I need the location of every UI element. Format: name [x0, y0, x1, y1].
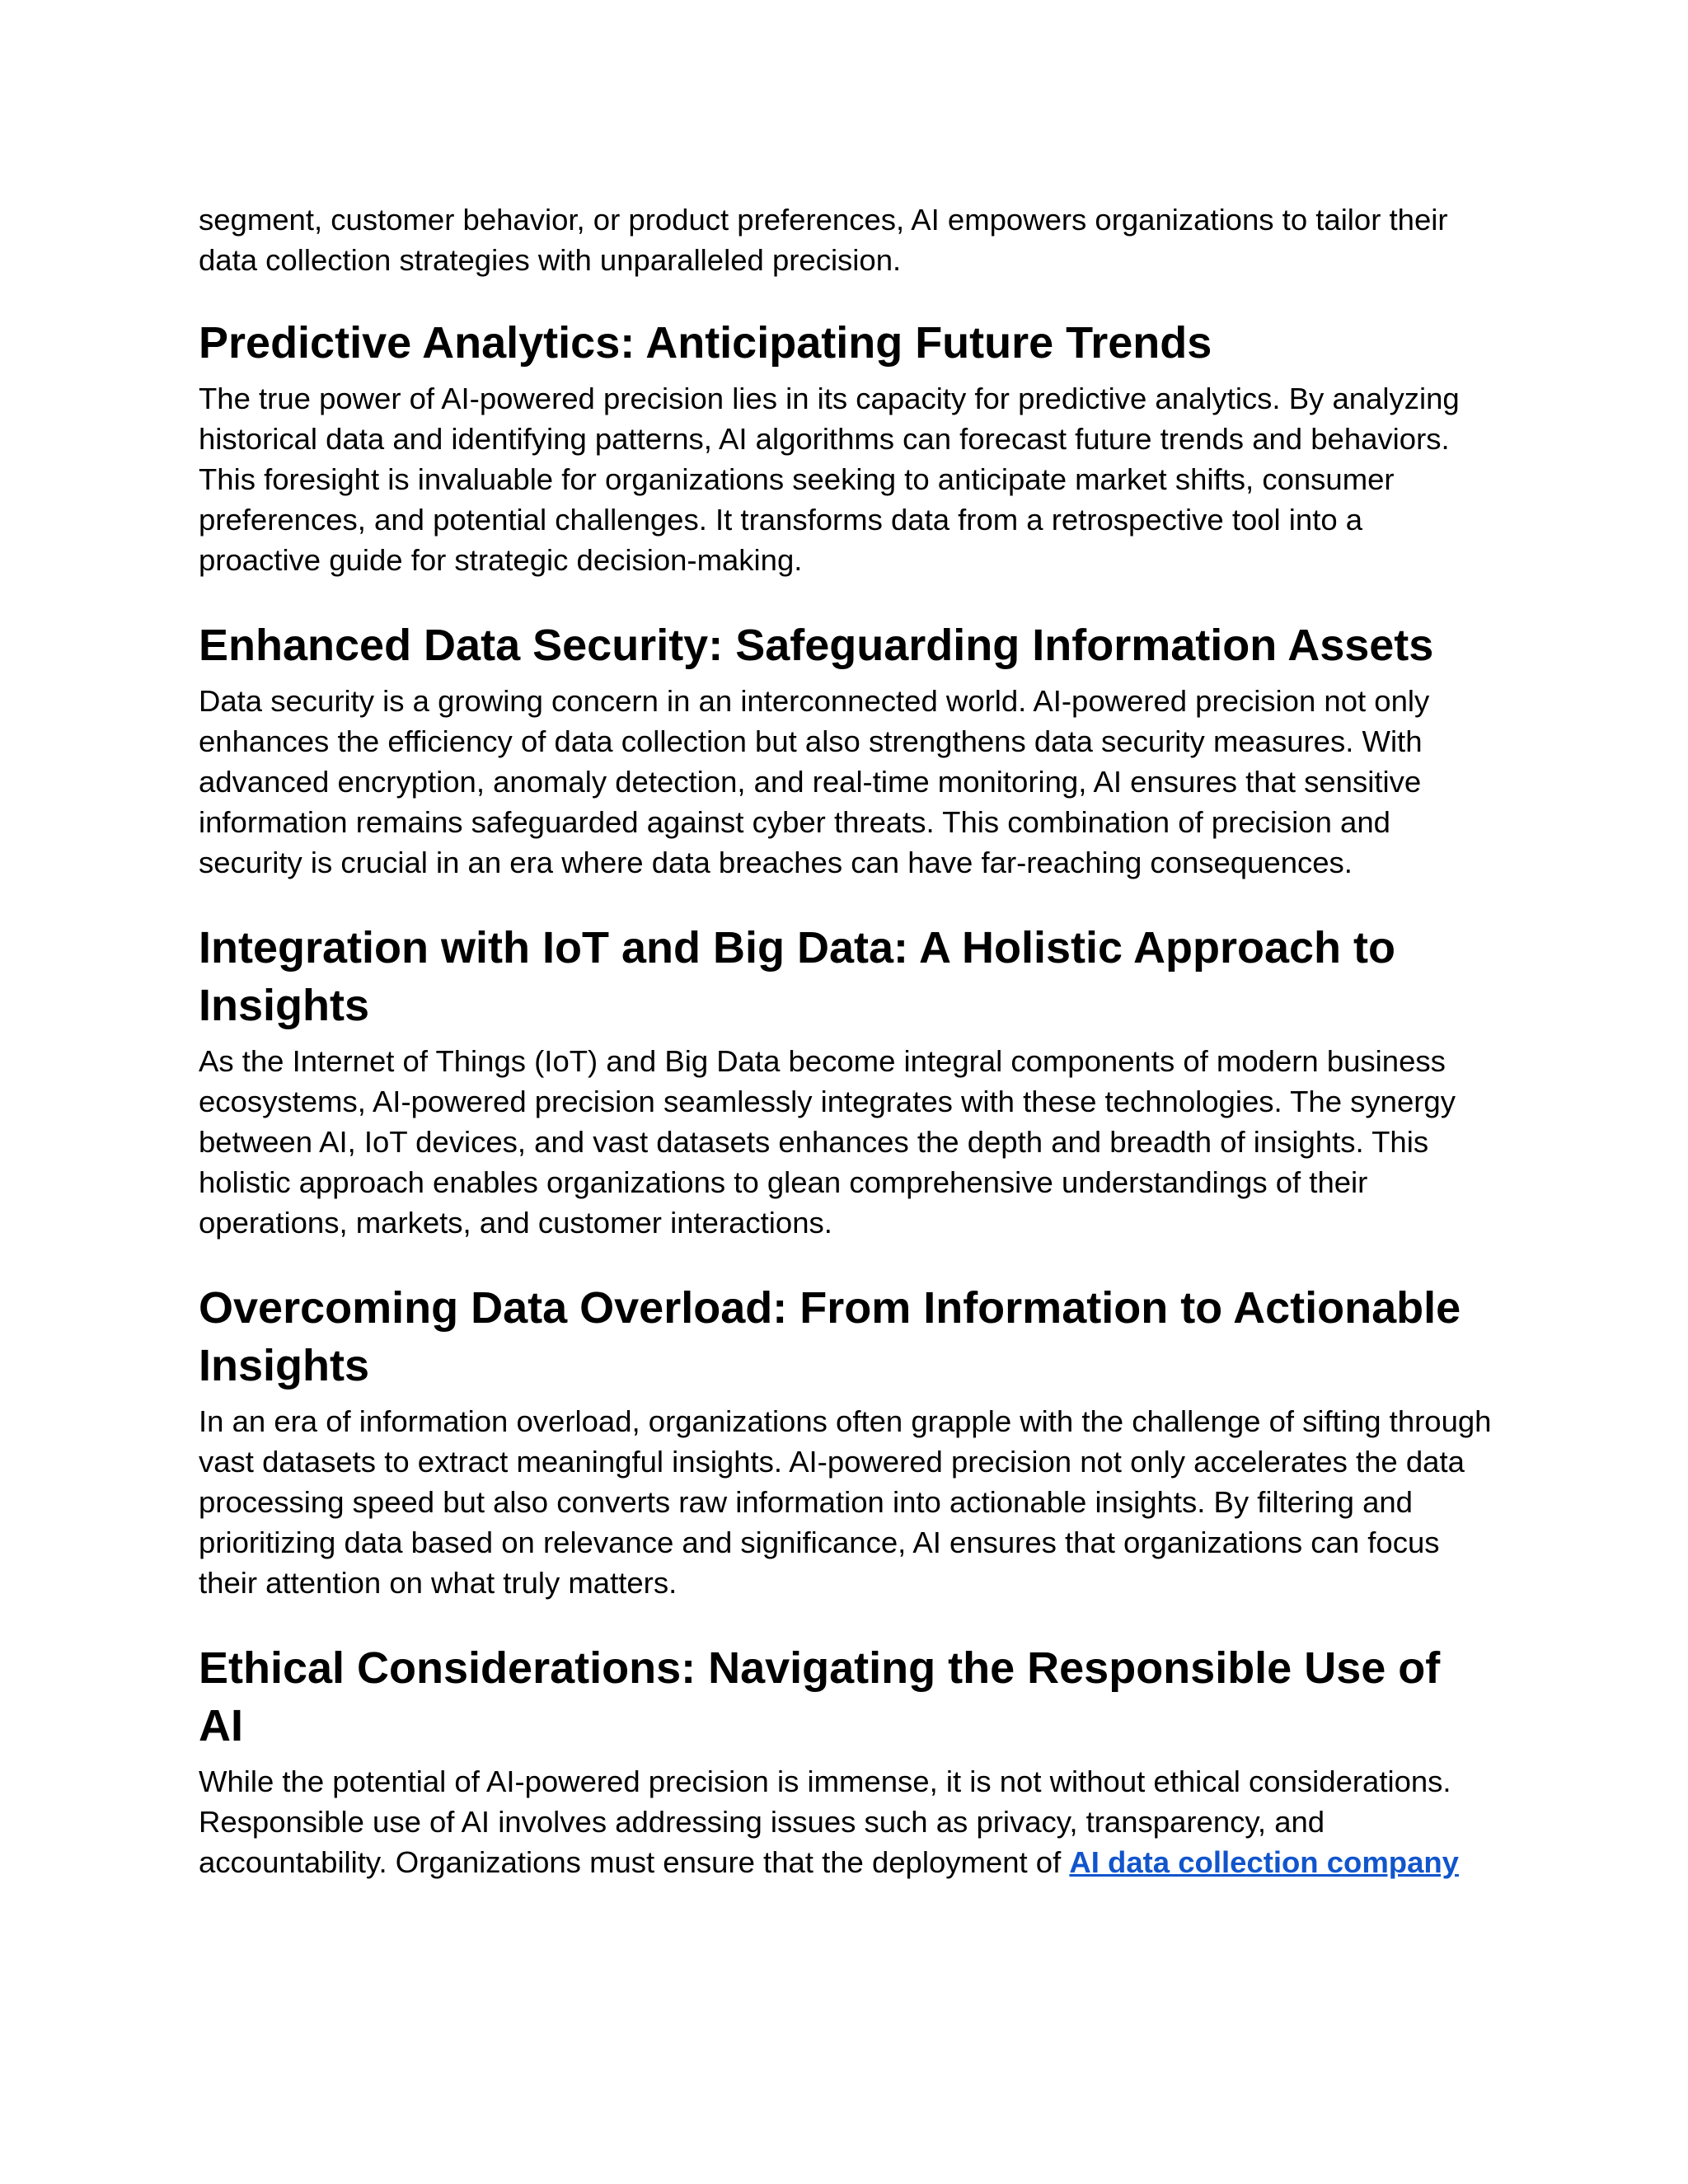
section-ethical-considerations [199, 1639, 1493, 1882]
section-heading: Overcoming Data Overload: From Information to Actionable Insights [199, 1283, 1461, 1390]
section-heading: Ethical Considerations: Navigating the Responsible Use of AI [199, 1643, 1441, 1750]
section-data-overload [199, 1279, 1493, 1603]
ai-data-collection-company-link[interactable]: AI data collection company [1069, 1845, 1459, 1879]
section-paragraph: Data security is a growing concern in an interconnected world. AI-powered precision not only enhances the efficiency of data collection but also strengthens data security measures. With advanced encryption, anomaly detection, and real-time monitoring, AI ensures that sensitive information remains safeguarded against cyber threats. This combination of precision and security is crucial in an era where data breaches can have far-reaching consequences. [199, 684, 1430, 879]
section-paragraph: As the Internet of Things (IoT) and Big Data become integral components of modern business ecosystems, AI-powered precision seamlessly integrates with these technologies. The synergy between AI, IoT devices, and vast datasets enhances the depth and breadth of insights. This holistic approach enables organizations to glean comprehensive understandings of their operations, markets, and customer interactions. [199, 1044, 1456, 1240]
section-paragraph: In an era of information overload, organizations often grapple with the challenge of sifting through vast datasets to extract meaningful insights. AI-powered precision not only accelerates the data processing speed but also converts raw information into actionable insights. By filtering and prioritizing data based on relevance and significance, AI ensures that organizations can focus their attention on what truly matters. [199, 1404, 1492, 1600]
section-iot-big-data [199, 919, 1493, 1243]
section-heading: Enhanced Data Security: Safeguarding Information Assets [199, 621, 1434, 670]
section-predictive-analytics [199, 314, 1493, 580]
section-heading: Integration with IoT and Big Data: A Holistic Approach to Insights [199, 923, 1395, 1030]
intro-paragraph: segment, customer behavior, or product preferences, AI empowers organizations to tailor their data collection strategies with unparalleled precision. [199, 203, 1448, 277]
section-paragraph-text: While the potential of AI-powered precision is immense, it is not without ethical considerations. Responsible use of AI involves addressing issues such as privacy, transparency, and accountability. Organizations must ensure that the deployment of [199, 1765, 1451, 1879]
section-paragraph: The true power of AI-powered precision lies in its capacity for predictive analytics. By analyzing historical data and identifying patterns, AI algorithms can forecast future trends and behaviors. This foresight is invaluable for organizations seeking to anticipate market shifts, consumer preferences, and potential challenges. It transforms data from a retrospective tool into a proactive guide for strategic decision-making. [199, 382, 1460, 577]
document-page [199, 199, 1493, 1882]
section-heading: Predictive Analytics: Anticipating Future Trends [199, 318, 1212, 368]
section-data-security [199, 616, 1493, 883]
section-paragraph [199, 1761, 1493, 1882]
